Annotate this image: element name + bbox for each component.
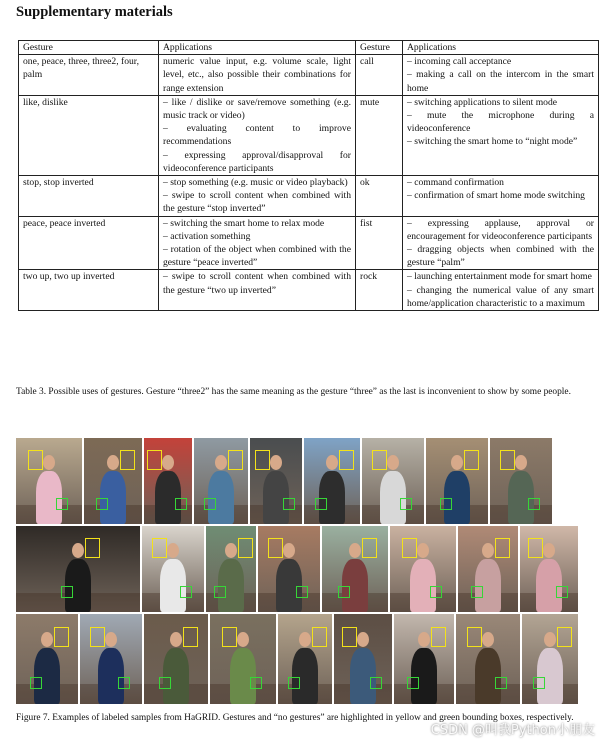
no-gesture-bounding-box	[96, 498, 108, 510]
application-line: – rotation of the object when combined with the gesture “peace inverted”	[163, 244, 351, 269]
application-line: – switching applications to silent mode	[407, 96, 558, 108]
sample-photo	[304, 438, 360, 524]
gesture-bounding-box	[152, 538, 167, 558]
application-line: – incoming call acceptance	[407, 56, 512, 68]
gesture-cell: call	[356, 55, 403, 96]
no-gesture-bounding-box	[338, 586, 350, 598]
sample-photo	[390, 526, 456, 612]
application-line: numeric value input, e.g. volume scale, light level, etc., also possible their combinations for range extension	[163, 56, 351, 94]
application-line: – swipe to scroll content when combined with the gesture “two up inverted”	[163, 271, 351, 296]
gesture-bounding-box	[238, 538, 253, 558]
no-gesture-bounding-box	[407, 677, 419, 689]
application-line: – activation something	[163, 230, 251, 242]
gesture-bounding-box	[402, 538, 417, 558]
no-gesture-bounding-box	[30, 677, 42, 689]
gesture-bounding-box	[312, 627, 327, 647]
no-gesture-bounding-box	[533, 677, 545, 689]
applications-cell	[159, 55, 356, 96]
sample-photo	[258, 526, 320, 612]
applications-cell	[159, 95, 356, 175]
no-gesture-bounding-box	[471, 586, 483, 598]
table-row	[19, 270, 599, 311]
labeled-samples-figure	[16, 438, 594, 704]
gesture-bounding-box	[255, 450, 270, 470]
sample-photo	[144, 614, 208, 704]
sample-photo	[16, 438, 82, 524]
gesture-bounding-box	[557, 627, 572, 647]
no-gesture-bounding-box	[180, 586, 192, 598]
application-line: – launching entertainment mode for smart home	[407, 271, 592, 283]
applications-cell	[403, 216, 599, 270]
no-gesture-bounding-box	[296, 586, 308, 598]
gesture-cell: stop, stop inverted	[19, 176, 159, 217]
applications-cell	[403, 55, 599, 96]
application-line: – mute the microphone during a videoconference	[407, 110, 594, 135]
sample-photo	[490, 438, 552, 524]
sample-photo	[362, 438, 424, 524]
application-line: – like / dislike or save/remove something (e.g. music track or video)	[163, 96, 351, 122]
no-gesture-bounding-box	[430, 586, 442, 598]
gesture-bounding-box	[228, 450, 243, 470]
gesture-cell: two up, two up inverted	[19, 270, 159, 311]
section-heading: Supplementary materials	[16, 4, 173, 20]
no-gesture-bounding-box	[56, 498, 68, 510]
application-line: – expressing approval/disapproval for videoconference participants	[163, 149, 351, 174]
gesture-bounding-box	[500, 450, 515, 470]
applications-cell	[403, 176, 599, 217]
application-line: – evaluating content to improve recommendations	[163, 123, 351, 148]
no-gesture-bounding-box	[370, 677, 382, 689]
table-caption: Table 3. Possible uses of gestures. Gesture “three2” has the same meaning as the gesture “three” as the last is inconvenient to show by some people.	[16, 387, 571, 397]
gesture-bounding-box	[54, 627, 69, 647]
no-gesture-bounding-box	[288, 677, 300, 689]
sample-photo	[334, 614, 392, 704]
gesture-bounding-box	[495, 538, 510, 558]
gesture-cell: peace, peace inverted	[19, 216, 159, 270]
header-applications-1: Applications	[159, 41, 356, 55]
applications-cell	[403, 95, 599, 175]
gesture-bounding-box	[464, 450, 479, 470]
sample-photo	[394, 614, 454, 704]
sample-photo	[16, 614, 78, 704]
sample-photo	[458, 526, 518, 612]
applications-cell	[159, 176, 356, 217]
sample-photo	[456, 614, 520, 704]
gesture-bounding-box	[467, 627, 482, 647]
gesture-bounding-box	[268, 538, 283, 558]
application-line: – switching the smart home to relax mode	[163, 217, 325, 229]
application-line: – dragging objects when combined with the gesture “palm”	[407, 244, 594, 269]
header-applications-2: Applications	[403, 41, 599, 55]
sample-photo	[322, 526, 388, 612]
application-line: – changing the numerical value of any smart home/application characteristic to a maximum	[407, 284, 594, 309]
no-gesture-bounding-box	[118, 677, 130, 689]
application-line: – command confirmation	[407, 177, 504, 189]
gesture-bounding-box	[372, 450, 387, 470]
sample-photo	[84, 438, 142, 524]
sample-photo	[250, 438, 302, 524]
sample-photo	[206, 526, 256, 612]
gesture-bounding-box	[183, 627, 198, 647]
no-gesture-bounding-box	[214, 586, 226, 598]
sample-photo	[426, 438, 488, 524]
gesture-bounding-box	[90, 627, 105, 647]
no-gesture-bounding-box	[250, 677, 262, 689]
gesture-bounding-box	[528, 538, 543, 558]
sample-photo	[194, 438, 248, 524]
sample-photo	[520, 526, 578, 612]
gesture-bounding-box	[85, 538, 100, 558]
header-gesture-2: Gesture	[356, 41, 403, 55]
sample-photo	[16, 526, 140, 612]
no-gesture-bounding-box	[204, 498, 216, 510]
gesture-applications-table	[18, 40, 599, 311]
gesture-bounding-box	[28, 450, 43, 470]
applications-cell	[159, 270, 356, 311]
no-gesture-bounding-box	[495, 677, 507, 689]
table-header-row	[19, 41, 599, 55]
no-gesture-bounding-box	[175, 498, 187, 510]
applications-cell	[403, 270, 599, 311]
gesture-bounding-box	[222, 627, 237, 647]
gesture-cell: mute	[356, 95, 403, 175]
no-gesture-bounding-box	[400, 498, 412, 510]
gesture-bounding-box	[120, 450, 135, 470]
gesture-cell: ok	[356, 176, 403, 217]
gesture-cell: one, peace, three, three2, four, palm	[19, 55, 159, 96]
header-gesture-1: Gesture	[19, 41, 159, 55]
gesture-bounding-box	[431, 627, 446, 647]
application-line: – swipe to scroll content when combined with the gesture “stop inverted”	[163, 190, 351, 215]
table-row	[19, 95, 599, 175]
figure-caption: Figure 7. Examples of labeled samples from HaGRID. Gestures and “no gestures” are highlighted in yellow and green bounding boxes, respectively.	[16, 713, 574, 723]
table-row	[19, 55, 599, 96]
csdn-watermark: CSDN @叫我Python小朋友	[430, 723, 595, 738]
sample-photo	[80, 614, 142, 704]
sample-photo	[522, 614, 578, 704]
no-gesture-bounding-box	[528, 498, 540, 510]
no-gesture-bounding-box	[283, 498, 295, 510]
sample-photo	[278, 614, 332, 704]
table-row	[19, 176, 599, 217]
no-gesture-bounding-box	[61, 586, 73, 598]
application-line: – stop something (e.g. music or video playback)	[163, 177, 348, 189]
gesture-cell: fist	[356, 216, 403, 270]
application-line: – making a call on the intercom in the smart home	[407, 69, 594, 94]
no-gesture-bounding-box	[440, 498, 452, 510]
gesture-bounding-box	[342, 627, 357, 647]
application-line: – switching the smart home to “night mode”	[407, 136, 578, 148]
no-gesture-bounding-box	[556, 586, 568, 598]
gesture-cell: like, dislike	[19, 95, 159, 175]
no-gesture-bounding-box	[315, 498, 327, 510]
gesture-bounding-box	[147, 450, 162, 470]
table-row	[19, 216, 599, 270]
applications-cell	[159, 216, 356, 270]
application-line: – expressing applause, approval or encouragement for videoconference participants	[407, 217, 594, 242]
sample-photo	[210, 614, 276, 704]
application-line: – confirmation of smart home mode switching	[407, 190, 585, 202]
gesture-bounding-box	[362, 538, 377, 558]
gesture-bounding-box	[339, 450, 354, 470]
no-gesture-bounding-box	[159, 677, 171, 689]
gesture-cell: rock	[356, 270, 403, 311]
sample-photo	[142, 526, 204, 612]
sample-photo	[144, 438, 192, 524]
